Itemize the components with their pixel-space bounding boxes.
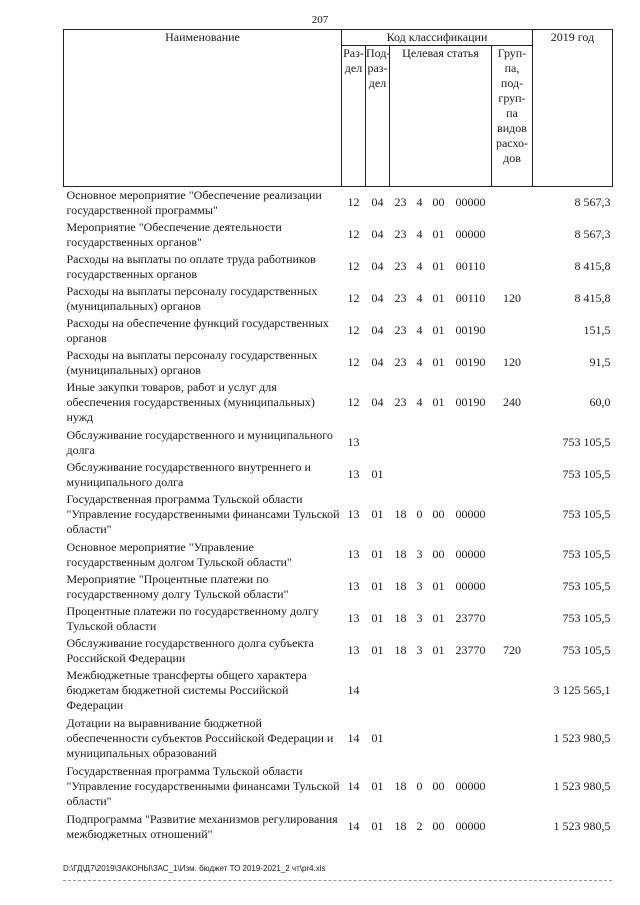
row-target-direction: 00190 — [455, 323, 486, 337]
table-row — [64, 315, 613, 347]
row-name: Мероприятие "Процентные платежи по государственному долгу Тульской области" — [66, 571, 289, 601]
row-target-subprogram: 4 — [416, 195, 423, 210]
row-target-program — [390, 667, 412, 715]
row-target-subprogram — [412, 667, 428, 715]
row-target-direction: 00190 — [455, 355, 486, 369]
row-name: Расходы на выплаты по оплате труда работников государственных органов — [66, 251, 316, 281]
budget-table — [63, 29, 613, 843]
table-row — [64, 347, 613, 379]
row-name: Обслуживание государственного и муниципального долга — [66, 427, 333, 457]
row-section: 12 — [347, 355, 360, 369]
row-target-measure: 00 — [432, 819, 445, 833]
row-expense-type: 720 — [503, 643, 521, 657]
table-row — [64, 603, 613, 635]
row-target-direction — [450, 667, 492, 715]
row-amount: 8 415,8 — [574, 291, 611, 305]
row-target-measure: 01 — [432, 643, 445, 657]
row-target-subprogram — [412, 459, 428, 491]
row-target-subprogram: 4 — [416, 227, 423, 241]
footer-file-path: D:\ГД\Д7\2019\ЗАКОНЫ\ЗАС_1\Изм. бюджет ТО 2019-2021_2 чт\pr4.xls — [63, 864, 326, 873]
row-subsection: 01 — [371, 507, 384, 521]
row-amount: 753 105,5 — [562, 643, 611, 657]
row-name: Основное мероприятие "Управление государственным долгом Тульской области" — [66, 539, 292, 569]
row-subsection — [366, 427, 390, 459]
row-section: 14 — [347, 779, 360, 793]
row-target-measure: 01 — [432, 355, 445, 369]
row-expense-type: 120 — [503, 355, 521, 369]
row-target-subprogram: 4 — [416, 323, 423, 337]
row-section: 14 — [347, 731, 360, 745]
row-section: 13 — [347, 435, 360, 449]
table-row — [64, 715, 613, 763]
row-target-direction: 00000 — [455, 579, 486, 593]
row-expense-type — [492, 251, 533, 283]
row-section: 12 — [347, 323, 360, 337]
table-row — [64, 667, 613, 715]
row-target-program: 23 — [394, 323, 407, 337]
row-expense-type — [492, 427, 533, 459]
row-amount: 60,0 — [589, 395, 611, 409]
row-target-direction — [450, 459, 492, 491]
row-target-program: 18 — [394, 643, 407, 657]
row-amount: 1 523 980,5 — [553, 779, 611, 793]
row-expense-type — [492, 491, 533, 539]
table-row — [64, 811, 613, 843]
row-section: 13 — [347, 643, 360, 657]
row-amount: 91,5 — [589, 355, 611, 369]
row-target-measure — [428, 427, 450, 459]
header-subsection: Под- раз- дел — [366, 46, 390, 187]
row-expense-type — [492, 459, 533, 491]
row-amount: 151,5 — [583, 323, 611, 337]
row-target-measure: 00 — [432, 507, 445, 521]
table-row — [64, 219, 613, 251]
row-section: 12 — [347, 395, 360, 409]
row-section: 14 — [347, 683, 360, 697]
table-row — [64, 283, 613, 315]
row-target-program — [390, 427, 412, 459]
row-target-direction: 00000 — [455, 547, 486, 561]
table-row — [64, 427, 613, 459]
row-section: 14 — [347, 819, 360, 833]
row-target-subprogram: 4 — [416, 395, 423, 409]
header-target-article: Целевая статья — [390, 46, 492, 187]
row-subsection — [366, 667, 390, 715]
row-amount: 753 105,5 — [562, 547, 611, 561]
row-expense-type: 120 — [503, 291, 521, 305]
row-section: 13 — [347, 547, 360, 561]
row-target-measure: 00 — [432, 779, 445, 793]
row-target-program: 23 — [394, 355, 407, 369]
row-amount: 753 105,5 — [562, 579, 611, 593]
row-target-direction: 00110 — [455, 291, 486, 305]
row-amount: 3 125 565,1 — [553, 683, 611, 697]
row-target-measure: 01 — [432, 579, 445, 593]
row-target-program: 18 — [394, 819, 407, 833]
header-section: Раз- дел — [342, 46, 366, 187]
row-name: Обслуживание государственного внутреннего и муниципального долга — [66, 459, 311, 489]
row-expense-type — [492, 811, 533, 843]
row-target-measure: 01 — [432, 291, 445, 305]
row-expense-type: 240 — [503, 395, 521, 409]
row-target-program — [390, 459, 412, 491]
row-subsection: 01 — [371, 579, 384, 593]
row-amount: 8 415,8 — [574, 259, 611, 273]
row-target-program: 23 — [394, 195, 407, 210]
row-target-program: 18 — [394, 579, 407, 593]
row-expense-type — [492, 571, 533, 603]
row-subsection: 04 — [371, 259, 384, 273]
row-name: Межбюджетные трансферты общего характера бюджетам бюджетной системы Российской Федерации — [66, 668, 307, 712]
row-name: Подпрограмма "Развитие механизмов регулирования межбюджетных отношений" — [66, 811, 338, 841]
row-amount: 1 523 980,5 — [553, 819, 611, 833]
row-target-measure: 00 — [432, 195, 445, 210]
row-target-subprogram: 3 — [416, 579, 423, 593]
row-target-measure — [428, 667, 450, 715]
row-target-direction: 00000 — [455, 195, 486, 210]
row-target-direction: 00000 — [455, 227, 486, 241]
row-target-measure: 01 — [432, 323, 445, 337]
row-target-subprogram: 0 — [416, 779, 423, 793]
row-name: Иные закупки товаров, работ и услуг для обеспечения государственных (муниципальных) нужд — [66, 380, 315, 424]
table-row — [64, 539, 613, 571]
row-target-subprogram: 3 — [416, 611, 423, 625]
row-subsection: 01 — [371, 643, 384, 657]
row-subsection: 04 — [371, 195, 384, 210]
row-target-program: 23 — [394, 291, 407, 305]
row-target-subprogram — [412, 427, 428, 459]
row-subsection: 01 — [371, 779, 384, 793]
row-target-direction: 23770 — [455, 643, 486, 657]
row-target-measure: 00 — [432, 547, 445, 561]
row-expense-type — [492, 315, 533, 347]
row-target-program: 23 — [394, 227, 407, 241]
footer-rule — [63, 880, 612, 881]
row-target-program: 23 — [394, 259, 407, 273]
row-target-subprogram: 3 — [416, 547, 423, 561]
row-expense-type — [492, 603, 533, 635]
row-expense-type — [492, 539, 533, 571]
table-row — [64, 459, 613, 491]
row-section: 12 — [347, 195, 360, 210]
row-subsection: 01 — [371, 547, 384, 561]
row-expense-type — [492, 763, 533, 811]
row-target-subprogram: 4 — [416, 355, 423, 369]
table-row — [64, 571, 613, 603]
row-target-subprogram: 4 — [416, 291, 423, 305]
row-amount: 753 105,5 — [562, 507, 611, 521]
row-target-measure — [428, 715, 450, 763]
table-row — [64, 491, 613, 539]
row-section: 13 — [347, 579, 360, 593]
row-section: 13 — [347, 507, 360, 521]
row-target-measure: 01 — [432, 259, 445, 273]
row-name: Государственная программа Тульской области "Управление государственными финансами Тульской области" — [66, 492, 340, 536]
row-subsection: 04 — [371, 227, 384, 241]
row-target-subprogram: 4 — [416, 259, 423, 273]
row-name: Расходы на обеспечение функций государственных органов — [66, 315, 329, 345]
row-amount: 8 567,3 — [574, 227, 611, 241]
table-row — [64, 635, 613, 667]
row-target-program: 18 — [394, 779, 407, 793]
row-name: Мероприятие "Обеспечение деятельности государственных органов" — [66, 219, 282, 249]
table-row — [64, 763, 613, 811]
header-expense-group: Груп- па, под- груп- па видов расхо- дов — [492, 46, 533, 187]
row-target-measure: 01 — [432, 227, 445, 241]
row-amount: 8 567,3 — [574, 195, 611, 210]
row-amount: 753 105,5 — [562, 611, 611, 625]
row-name: Дотации на выравнивание бюджетной обеспеченности субъектов Российской Федерации и муниципальных образований — [66, 716, 334, 760]
row-expense-type — [492, 219, 533, 251]
row-target-direction: 00190 — [455, 395, 486, 409]
row-target-direction: 00000 — [455, 819, 486, 833]
row-name: Государственная программа Тульской области "Управление государственными финансами Тульской области" — [66, 764, 340, 808]
table-row — [64, 379, 613, 427]
row-target-measure: 01 — [432, 611, 445, 625]
row-section: 13 — [347, 467, 360, 481]
row-target-measure — [428, 459, 450, 491]
row-target-subprogram: 3 — [416, 643, 423, 657]
row-amount: 753 105,5 — [562, 435, 611, 449]
row-target-direction: 00000 — [455, 779, 486, 793]
row-target-subprogram: 0 — [416, 507, 423, 521]
row-expense-type — [492, 667, 533, 715]
table-row — [64, 251, 613, 283]
row-target-subprogram — [412, 715, 428, 763]
row-section: 12 — [347, 259, 360, 273]
row-target-direction: 00000 — [455, 507, 486, 521]
row-subsection: 01 — [371, 731, 384, 745]
row-subsection: 01 — [371, 819, 384, 833]
row-name: Основное мероприятие "Обеспечение реализации государственной программы" — [66, 187, 322, 217]
row-subsection: 04 — [371, 355, 384, 369]
row-target-program — [390, 715, 412, 763]
row-section: 12 — [347, 291, 360, 305]
row-target-direction — [450, 715, 492, 763]
row-amount: 753 105,5 — [562, 467, 611, 481]
row-section: 12 — [347, 227, 360, 241]
header-name: Наименование — [64, 30, 342, 187]
page-number: 207 — [311, 14, 329, 26]
row-target-direction — [450, 427, 492, 459]
row-subsection: 01 — [371, 467, 384, 481]
row-target-program: 18 — [394, 507, 407, 521]
row-target-measure: 01 — [432, 395, 445, 409]
row-target-program: 18 — [394, 611, 407, 625]
row-name: Расходы на выплаты персоналу государственных (муниципальных) органов — [66, 283, 318, 313]
row-subsection: 04 — [371, 323, 384, 337]
header-classification: Код классификации — [342, 30, 533, 46]
row-expense-type — [492, 715, 533, 763]
row-name: Процентные платежи по государственному долгу Тульской области — [66, 603, 319, 633]
row-target-program: 23 — [394, 395, 407, 409]
row-section: 13 — [347, 611, 360, 625]
row-target-direction: 00110 — [455, 259, 486, 273]
header-year: 2019 год — [533, 30, 613, 187]
row-name: Расходы на выплаты персоналу государственных (муниципальных) органов — [66, 347, 318, 377]
table-row — [64, 187, 613, 219]
row-amount: 1 523 980,5 — [553, 731, 611, 745]
row-subsection: 04 — [371, 395, 384, 409]
row-target-program: 18 — [394, 547, 407, 561]
row-subsection: 01 — [371, 611, 384, 625]
row-subsection: 04 — [371, 291, 384, 305]
row-expense-type — [492, 187, 533, 219]
row-name: Обслуживание государственного долга субъекта Российской Федерации — [66, 635, 314, 665]
row-target-subprogram: 2 — [416, 819, 423, 833]
row-target-direction: 23770 — [455, 611, 486, 625]
